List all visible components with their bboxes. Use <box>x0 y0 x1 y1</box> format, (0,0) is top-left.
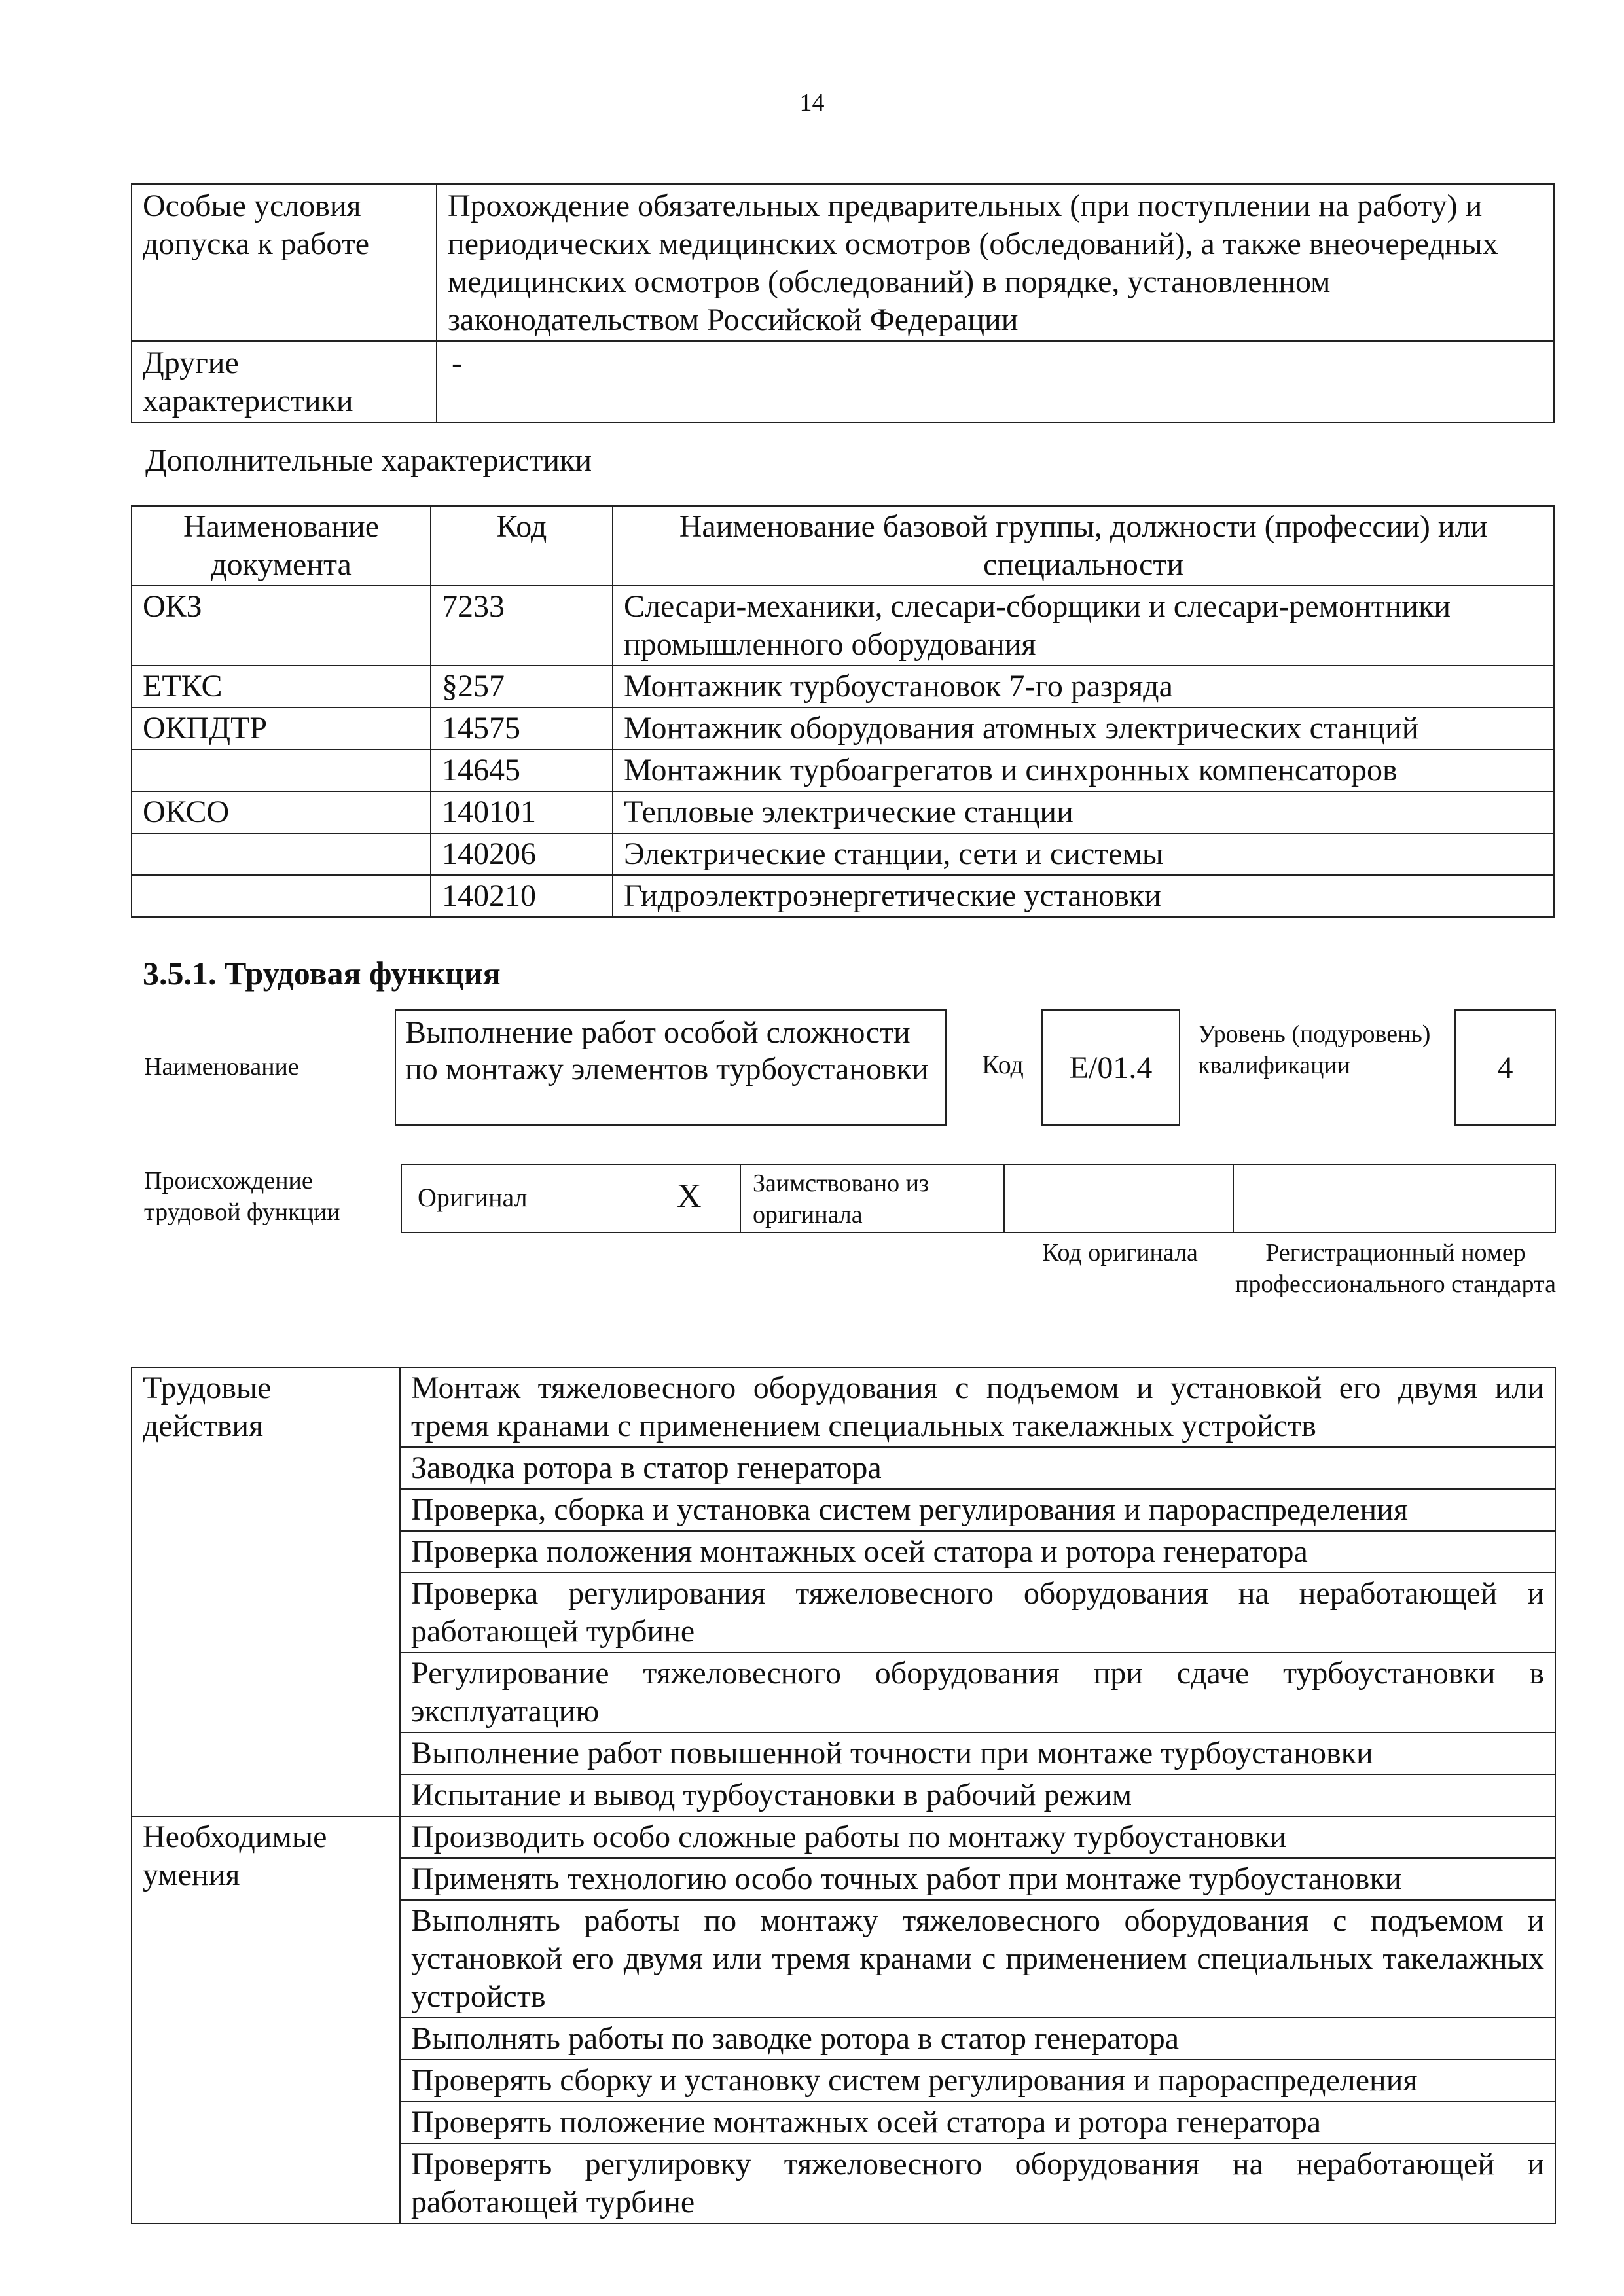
table-row <box>132 791 1554 833</box>
table-header-row <box>132 506 1554 586</box>
doc-cell: ЕТКС <box>132 666 431 708</box>
table-row <box>132 833 1554 875</box>
column-header: Наименование документа <box>132 506 431 586</box>
table-row <box>132 666 1554 708</box>
level-label: Уровень (подуровень) квалификации <box>1198 1020 1431 1079</box>
code-label: Код <box>982 1050 1024 1079</box>
duties-table <box>131 1367 1556 2224</box>
doc-cell: ОКЗ <box>132 586 431 666</box>
doc-cell <box>132 749 431 791</box>
list-item: Заводка ротора в статор генератора <box>400 1447 1555 1489</box>
table-row <box>132 586 1554 666</box>
name-label: Наименование <box>144 1053 299 1081</box>
function-code: E/01.4 <box>1069 1050 1153 1085</box>
condition-value: Прохождение обязательных предварительных (при поступлении на работу) и периодических медицинских осмотров (обследований), а также внеочередных медицинских осмотров (обследований) в порядке, установленном законодательством Российской Федерации <box>437 184 1554 341</box>
condition-label: Другие характеристики <box>132 341 437 422</box>
table-row <box>132 184 1554 341</box>
name-cell: Монтажник турбоустановок 7-го разряда <box>613 666 1554 708</box>
doc-cell: ОКПДТР <box>132 708 431 749</box>
origin-label: Происхождение трудовой функции <box>144 1167 340 1226</box>
additional-table <box>131 505 1555 918</box>
actions-label: Трудовые действия <box>132 1367 400 1816</box>
name-cell: Монтажник турбоагрегатов и синхронных компенсаторов <box>613 749 1554 791</box>
borrowed-cell <box>740 1164 1005 1233</box>
list-item: Проверка регулирования тяжеловесного оборудования на неработающей и работающей турбине <box>400 1573 1555 1653</box>
original-label: Оригинал <box>418 1183 528 1212</box>
section-title: 3.5.1. Трудовая функция <box>143 955 501 992</box>
list-item: Проверять сборку и установку систем регулирования и парораспределения <box>400 2060 1555 2102</box>
code-cell: §257 <box>431 666 613 708</box>
list-item: Проверка, сборка и установка систем регулирования и парораспределения <box>400 1489 1555 1531</box>
page-number: 14 <box>799 89 825 117</box>
list-item: Выполнять работы по монтажу тяжеловесного оборудования с подъемом и установкой его двумя или тремя кранами с применением специальных такелажных устройств <box>400 1900 1555 2018</box>
level-box <box>1454 1009 1556 1126</box>
table-row <box>132 708 1554 749</box>
table-row <box>132 1367 1555 1447</box>
original-mark: X <box>677 1177 702 1215</box>
reg-number-cell <box>1233 1164 1556 1233</box>
level-value: 4 <box>1497 1050 1513 1085</box>
table-row <box>132 1816 1555 1858</box>
conditions-table <box>131 183 1555 423</box>
original-cell <box>401 1164 741 1233</box>
doc-cell <box>132 833 431 875</box>
function-name-box <box>395 1009 947 1126</box>
list-item: Проверка положения монтажных осей статора и ротора генератора <box>400 1531 1555 1573</box>
name-cell: Монтажник оборудования атомных электрических станций <box>613 708 1554 749</box>
condition-value: - <box>437 341 1554 422</box>
reg-number-caption: Регистрационный номер профессионального стандарта <box>1235 1239 1556 1298</box>
code-cell: 7233 <box>431 586 613 666</box>
condition-label: Особые условия допуска к работе <box>132 184 437 341</box>
table-row <box>132 875 1554 917</box>
code-cell: 14645 <box>431 749 613 791</box>
doc-cell: ОКСО <box>132 791 431 833</box>
list-item: Монтаж тяжеловесного оборудования с подъемом и установкой его двумя или тремя кранами с применением специальных такелажных устройств <box>400 1367 1555 1447</box>
list-item: Регулирование тяжеловесного оборудования при сдаче турбоустановки в эксплуатацию <box>400 1653 1555 1732</box>
function-code-box <box>1041 1009 1180 1126</box>
list-item: Испытание и вывод турбоустановки в рабочий режим <box>400 1774 1555 1816</box>
code-cell: 14575 <box>431 708 613 749</box>
name-cell: Слесари-механики, слесари-сборщики и слесари-ремонтники промышленного оборудования <box>613 586 1554 666</box>
name-cell: Гидроэлектроэнергетические установки <box>613 875 1554 917</box>
table-row <box>132 749 1554 791</box>
list-item: Проверять регулировку тяжеловесного оборудования на неработающей и работающей турбине <box>400 2144 1555 2223</box>
name-cell: Электрические станции, сети и системы <box>613 833 1554 875</box>
code-cell: 140101 <box>431 791 613 833</box>
list-item: Выполнять работы по заводке ротора в статор генератора <box>400 2018 1555 2060</box>
list-item: Производить особо сложные работы по монтажу турбоустановки <box>400 1816 1555 1858</box>
list-item: Проверять положение монтажных осей статора и ротора генератора <box>400 2102 1555 2144</box>
code-cell: 140210 <box>431 875 613 917</box>
origin-row <box>401 1164 1557 1233</box>
additional-heading: Дополнительные характеристики <box>145 443 592 478</box>
list-item: Выполнение работ повышенной точности при монтаже турбоустановки <box>400 1732 1555 1774</box>
column-header: Наименование базовой группы, должности (профессии) или специальности <box>613 506 1554 586</box>
table-row <box>132 341 1554 422</box>
doc-cell <box>132 875 431 917</box>
skills-label: Необходимые умения <box>132 1816 400 2223</box>
name-cell: Тепловые электрические станции <box>613 791 1554 833</box>
column-header: Код <box>431 506 613 586</box>
list-item: Применять технологию особо точных работ при монтаже турбоустановки <box>400 1858 1555 1900</box>
code-cell: 140206 <box>431 833 613 875</box>
code-original-cell <box>1003 1164 1234 1233</box>
function-name: Выполнение работ особой сложности по монтажу элементов турбоустановки <box>405 1015 929 1086</box>
code-original-caption: Код оригинала <box>1042 1239 1198 1266</box>
borrowed-label: Заимствовано из оригинала <box>753 1170 929 1229</box>
